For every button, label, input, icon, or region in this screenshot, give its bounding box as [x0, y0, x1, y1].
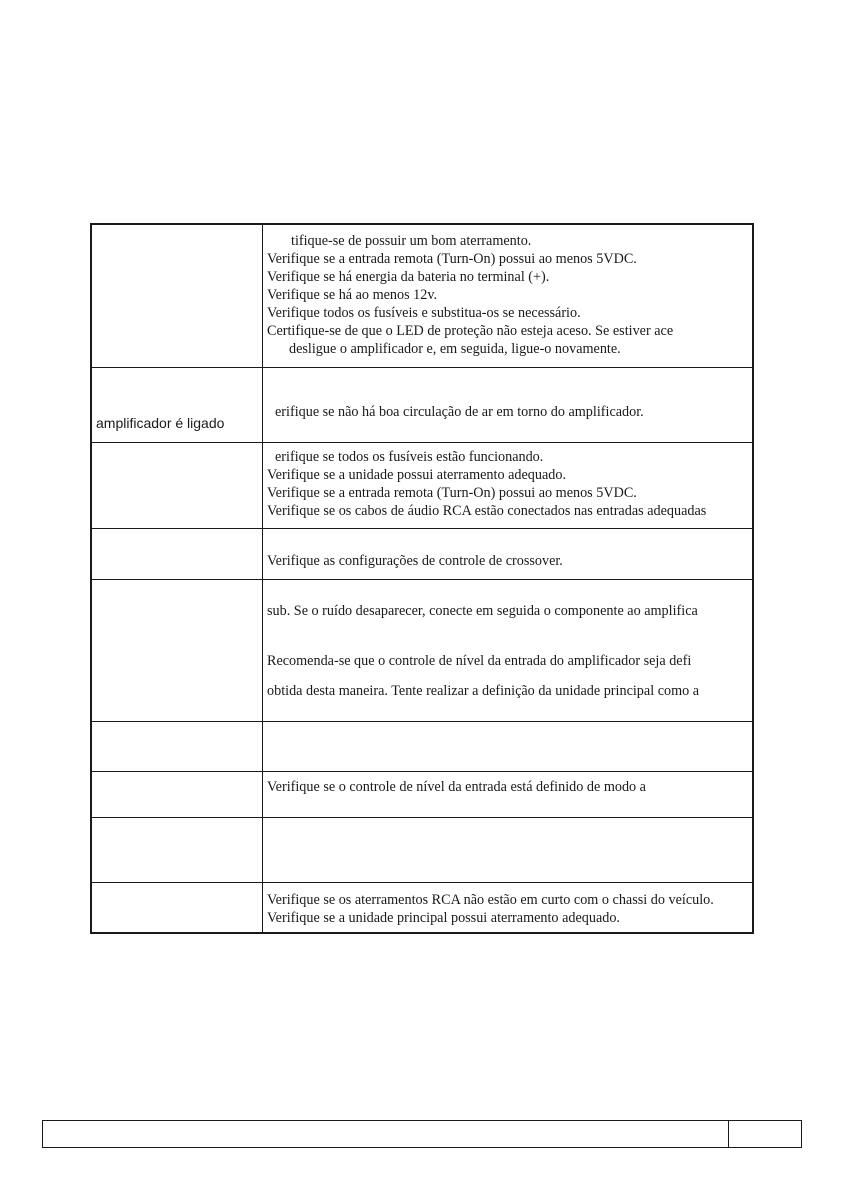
- solution-line: Verifique se a entrada remota (Turn-On) possui ao menos 5VDC.: [267, 485, 637, 501]
- solution-cell: [267, 552, 752, 570]
- solution-line: Verifique as configurações de controle de crossover.: [267, 553, 563, 569]
- table-row: [92, 579, 752, 721]
- table-row: [92, 721, 752, 771]
- solution-cell: [267, 778, 752, 796]
- solution-cell: [267, 891, 752, 927]
- table-row: [92, 367, 752, 442]
- page-footer: [42, 1120, 802, 1148]
- solution-line: erifique se todos os fusíveis estão funcionando.: [275, 449, 544, 465]
- table-row: [92, 442, 752, 528]
- solution-line: Verifique se o controle de nível da entrada está definido de modo a: [267, 779, 646, 795]
- table-row: [92, 817, 752, 882]
- solution-line: Verifique se a entrada remota (Turn-On) possui ao menos 5VDC.: [267, 251, 637, 267]
- solution-line: Verifique se há ao menos 12v.: [267, 287, 438, 303]
- solution-line: erifique se não há boa circulação de ar em torno do amplificador.: [275, 404, 644, 420]
- table-row: [92, 225, 752, 367]
- solution-line: sub. Se o ruído desaparecer, conecte em seguida o componente ao amplifica: [267, 603, 698, 619]
- solution-line: Verifique se os aterramentos RCA não estão em curto com o chassi do veículo.: [267, 892, 714, 908]
- solution-line: Verifique todos os fusíveis e substitua-os se necessário.: [267, 305, 581, 321]
- solution-line: Verifique se a unidade possui aterramento adequado.: [267, 467, 567, 483]
- solution-line: obtida desta maneira. Tente realizar a definição da unidade principal como a: [267, 683, 700, 699]
- solution-cell: [267, 232, 752, 358]
- solution-line: Verifique se a unidade principal possui aterramento adequado.: [267, 910, 620, 926]
- table-row: [92, 882, 752, 932]
- solution-cell: [267, 448, 752, 520]
- table-row: [92, 528, 752, 579]
- solution-line: Verifique se há energia da bateria no terminal (+).: [267, 269, 550, 285]
- table-row: [92, 771, 752, 817]
- footer-divider: [728, 1121, 729, 1147]
- solution-line: Certifique-se de que o LED de proteção não esteja aceso. Se estiver ace: [267, 323, 674, 339]
- problem-label: amplificador é ligado: [96, 415, 225, 431]
- solution-line: desligue o amplificador e, em seguida, ligue-o novamente.: [289, 341, 621, 357]
- solution-line: tifique-se de possuir um bom aterramento.: [291, 233, 532, 249]
- troubleshooting-table: [90, 223, 754, 934]
- solution-line: Verifique se os cabos de áudio RCA estão conectados nas entradas adequadas: [267, 503, 707, 519]
- solution-cell: [267, 403, 752, 421]
- solution-cell: [267, 602, 752, 722]
- solution-line: Recomenda-se que o controle de nível da entrada do amplificador seja defi: [267, 653, 692, 669]
